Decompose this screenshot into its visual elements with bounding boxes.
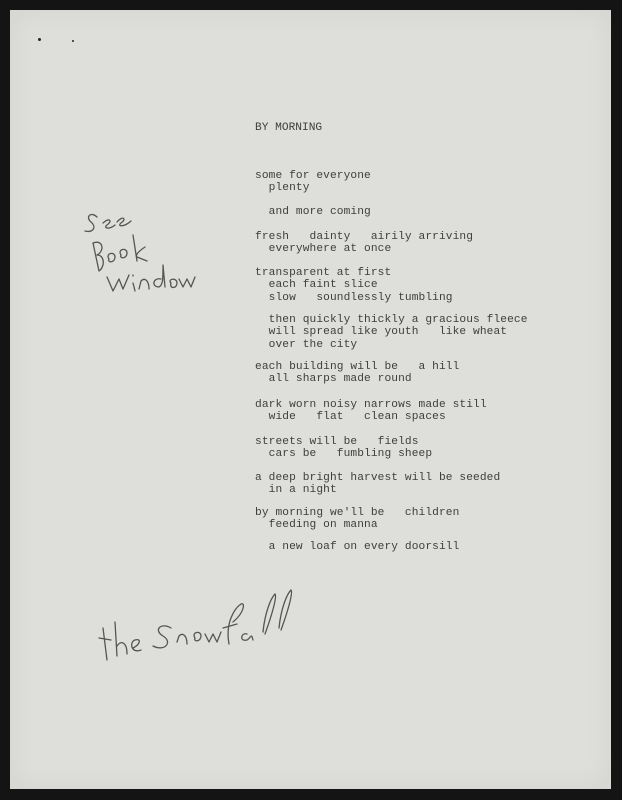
poem-line: each faint slice	[255, 279, 378, 292]
poem-stanza	[255, 314, 528, 351]
poem-title: BY MORNING	[255, 122, 323, 134]
poem-line: streets will be fields	[255, 436, 419, 448]
margin-handwritten-note	[75, 195, 205, 305]
poem-stanza	[255, 206, 371, 218]
paper-speck	[38, 38, 41, 41]
poem-stanza	[255, 361, 459, 386]
poem-line: then quickly thickly a gracious fleece	[255, 314, 528, 326]
poem-line: in a night	[255, 484, 337, 497]
poem-stanza	[255, 399, 487, 424]
poem-line: feeding on manna	[255, 519, 378, 532]
poem-line: plenty	[255, 182, 310, 195]
poem-line: and more coming	[255, 206, 371, 218]
poem-stanza	[255, 231, 473, 256]
poem-line: a deep bright harvest will be seeded	[255, 472, 501, 484]
poem-stanza	[255, 170, 371, 195]
poem-line: some for everyone	[255, 170, 371, 182]
poem-line: cars be fumbling sheep	[255, 448, 433, 461]
poem-line: wide flat clean spaces	[255, 411, 446, 424]
poem-line: everywhere at once	[255, 243, 392, 256]
poem-line: all sharps made round	[255, 373, 412, 386]
poem-line: slow soundlessly tumbling	[255, 291, 453, 304]
poem-line: will spread like youth like wheat	[255, 326, 508, 339]
poem-line: dark worn noisy narrows made still	[255, 399, 487, 411]
poem-line: transparent at first	[255, 267, 392, 279]
paper-speck	[72, 40, 74, 42]
poem-line: fresh dainty airily arriving	[255, 231, 474, 243]
poem-stanza	[255, 436, 432, 461]
poem-line: a new loaf on every doorsill	[255, 541, 460, 553]
poem-stanza	[255, 472, 500, 497]
typescript-page	[10, 10, 611, 789]
poem-line: over the city	[255, 338, 358, 351]
poem-stanza	[255, 507, 459, 532]
poem-stanza	[255, 267, 453, 304]
poem-line: each building will be a hill	[255, 361, 460, 373]
poem-stanza	[255, 541, 459, 553]
poem-line: by morning we'll be children	[255, 507, 460, 519]
bottom-handwritten-title	[85, 582, 305, 672]
